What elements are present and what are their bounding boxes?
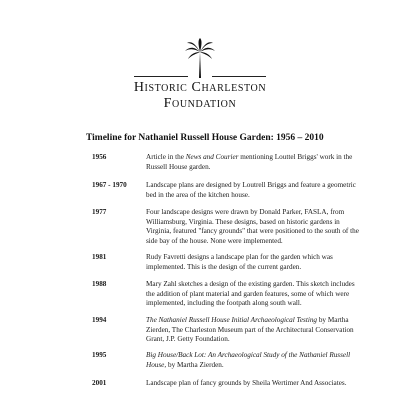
- entry-year: 1967 - 1970: [92, 181, 127, 189]
- entry-year: 1994: [92, 316, 107, 324]
- entry-year: 1995: [92, 351, 107, 359]
- logo-rule-left: [134, 76, 188, 77]
- entry-year: 1956: [92, 153, 107, 161]
- organization-name-line2: Foundation: [163, 96, 237, 111]
- entry-description: Rudy Favretti designs a landscape plan for the garden which was implemented. This is the design of the current garden.: [146, 253, 333, 271]
- entry-year: 1981: [92, 253, 107, 261]
- entry-description: Landscape plan of fancy grounds by Sheila Wertimer And Associates.: [146, 379, 347, 387]
- entry-description: Big House/Back Lot: An Archaeological Study of the Nathaniel Russell House, by Martha Zierden.: [146, 351, 351, 369]
- entry-year: 1988: [92, 280, 107, 288]
- logo-rule-right: [212, 76, 266, 77]
- entry-year: 2001: [92, 379, 107, 387]
- organization-logo: [0, 38, 400, 118]
- entry-description: Article in the News and Courier mentioning Louttel Briggs' work in the Russell House garden.: [146, 153, 353, 171]
- entry-description: Mary Zahl sketches a design of the existing garden. This sketch includes the addition of plant material and garden features, some of which were implemented, including the footpath along south wall.: [146, 280, 355, 307]
- entry-description: The Nathaniel Russell House Initial Archaeological Testing by Martha Zierden, The Charleston Museum part of the Architectural Conservation Grant, J.P. Getty Foundation.: [146, 316, 354, 343]
- organization-name-line1: Historic Charleston: [133, 80, 267, 95]
- document-title: Timeline for Nathaniel Russell House Garden: 1956 – 2010: [86, 133, 324, 143]
- palmetto-tree-icon: [184, 38, 216, 78]
- entry-year: 1977: [92, 208, 107, 216]
- entry-description: Landscape plans are designed by Loutrell Briggs and feature a geometric bed in the area of the kitchen house.: [146, 181, 356, 199]
- entry-description: Four landscape designs were drawn by Donald Parker, FASLA, from Williamsburg, Virginia. These designs, based on historic gardens in Virginia, featured "fancy grounds" that were positioned to the south of the side bay of the house. None were implemented.: [146, 208, 359, 245]
